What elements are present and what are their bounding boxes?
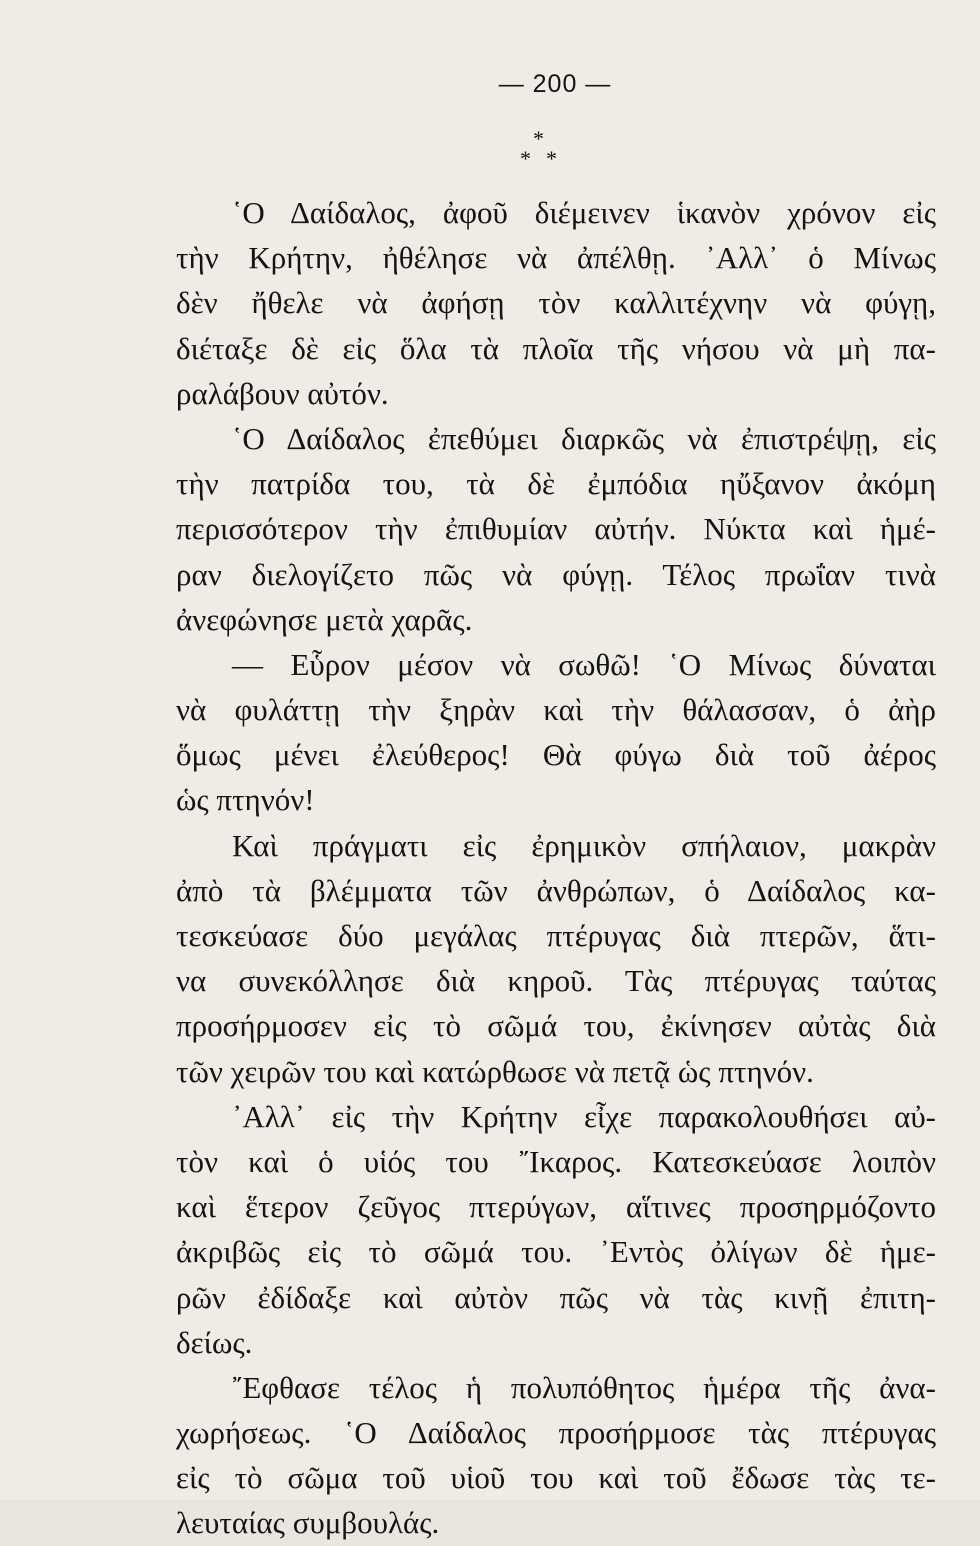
- text-line: χωρήσεως. ῾Ο Δαίδαλος προσήρμοσε τὰς πτέρυγας: [176, 1415, 936, 1451]
- section-break-asterism: [512, 128, 582, 178]
- text-line: εἰς τὸ σῶμα τοῦ υἱοῦ του καὶ τοῦ ἔδωσε τὰς τε-: [176, 1460, 936, 1496]
- text-line: περισσότερον τὴν ἐπιθυμίαν αὐτήν. Νύκτα καὶ ἡμέ-: [176, 511, 936, 547]
- asterism-star: *: [546, 146, 557, 171]
- text-line: τὴν Κρήτην, ἠθέλησε νὰ ἀπέλθῃ. ᾿Αλλ᾿ ὁ Μίνως: [176, 240, 936, 276]
- text-line: ρῶν ἐδίδαξε καὶ αὐτὸν πῶς νὰ τὰς κινῇ ἐπιτη-: [176, 1279, 936, 1315]
- text-line: Καὶ πράγματι εἰς ἐρημικὸν σπήλαιον, μακρὰν: [232, 827, 936, 863]
- asterism-star: *: [533, 126, 544, 151]
- text-line: ραν διελογίζετο πῶς νὰ φύγῃ. Τέλος πρωΐαν τινὰ: [176, 556, 936, 592]
- text-line: — Εὗρον μέσον νὰ σωθῶ! ῾Ο Μίνως δύναται: [232, 646, 936, 682]
- text-line: δὲν ἤθελε νὰ ἀφήσῃ τὸν καλλιτέχνην νὰ φύγῃ,: [176, 285, 936, 321]
- text-line: νὰ φυλάττῃ τὴν ξηρὰν καὶ τὴν θάλασσαν, ὁ ἀὴρ: [176, 692, 936, 728]
- body-text: [176, 190, 936, 1546]
- text-line: δείως.: [176, 1324, 253, 1360]
- text-line: καὶ ἕτερον ζεῦγος πτερύγων, αἵτινες προσηρμόζοντο: [176, 1189, 936, 1225]
- text-line: τεσκεύασε δύο μεγάλας πτέρυγας διὰ πτερῶν, ἅτι-: [176, 918, 936, 953]
- text-line: ῾Ο Δαίδαλος, ἀφοῦ διέμεινεν ἱκανὸν χρόνον εἰς: [232, 195, 936, 230]
- text-line: ᾿Αλλ᾿ εἰς τὴν Κρήτην εἶχε παρακολουθήσει αὐ-: [232, 1098, 936, 1134]
- text-line: ἀκριβῶς εἰς τὸ σῶμά του. ᾿Εντὸς ὀλίγων δὲ ἡμε-: [176, 1234, 936, 1270]
- text-line: ἀνεφώνησε μετὰ χαρᾶς.: [176, 601, 473, 637]
- text-line: ὅμως μένει ἐλεύθερος! Θὰ φύγω διὰ τοῦ ἀέρος: [176, 737, 936, 773]
- text-line: ὡς πτηνόν!: [176, 782, 315, 818]
- text-line: ῾Ο Δαίδαλος ἐπεθύμει διαρκῶς νὰ ἐπιστρέψῃ, εἰς: [232, 420, 936, 456]
- text-line: λευταίας συμβουλάς.: [176, 1505, 440, 1541]
- text-line: τὴν πατρίδα του, τὰ δὲ ἐμπόδια ηὔξανον ἀκόμη: [176, 466, 936, 502]
- text-line: προσήρμοσεν εἰς τὸ σῶμά του, ἐκίνησεν αὐτὰς διὰ: [176, 1008, 936, 1044]
- asterism-star: *: [520, 146, 531, 171]
- text-line: να συνεκόλλησε διὰ κηροῦ. Τὰς πτέρυγας ταύτας: [176, 963, 936, 999]
- text-line: ῎Εφθασε τέλος ἡ πολυπόθητος ἡμέρα τῆς ἀνα-: [232, 1369, 936, 1405]
- text-line: τῶν χειρῶν του καὶ κατώρθωσε νὰ πετᾷ ὡς πτηνόν.: [176, 1053, 814, 1089]
- text-line: τὸν καὶ ὁ υἱός του ῎Ικαρος. Κατεσκεύασε λοιπὸν: [176, 1143, 936, 1179]
- page-number: — 200 —: [498, 70, 612, 98]
- text-line: ραλάβουν αὐτόν.: [176, 375, 389, 411]
- text-line: διέταξε δὲ εἰς ὅλα τὰ πλοῖα τῆς νήσου νὰ μὴ πα-: [176, 330, 936, 366]
- text-line: ἀπὸ τὰ βλέμματα τῶν ἀνθρώπων, ὁ Δαίδαλος κα-: [176, 872, 936, 908]
